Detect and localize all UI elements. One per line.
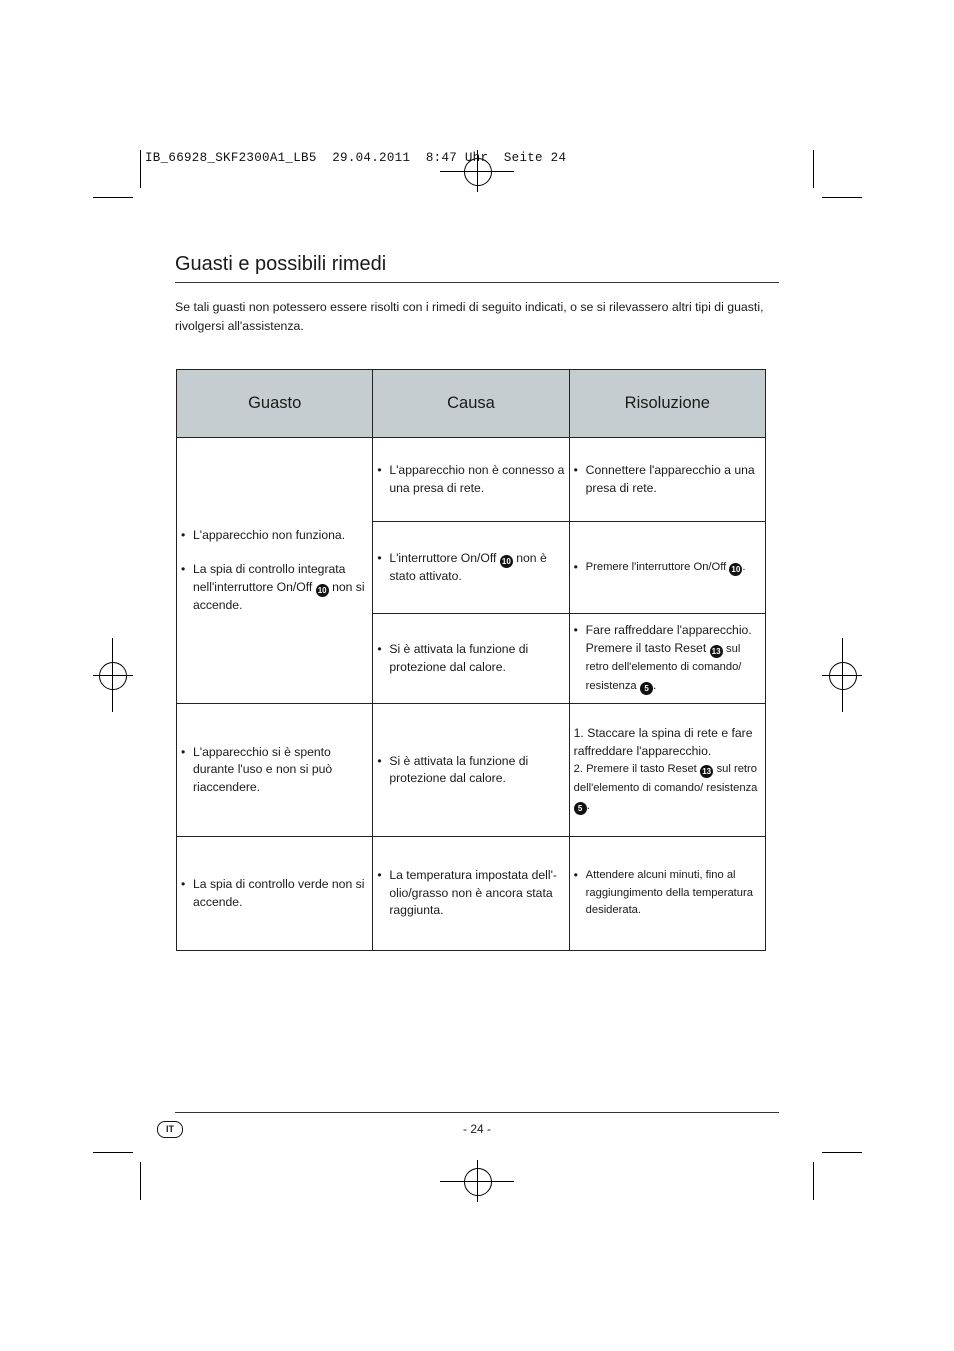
- list-item: • Connettere l'apparecchio a una presa di rete.: [573, 463, 755, 495]
- causa-cell: [373, 704, 569, 837]
- list-item: 1. Staccare la spina di rete e fare raffreddare l'apparecchio.: [573, 726, 753, 758]
- causa-cell: [373, 522, 569, 614]
- table-header-row: [177, 370, 766, 438]
- list-item: 2. Premere il tasto Reset 13 sul retro dell'elemento di comando/ resistenza 5 .: [573, 763, 758, 813]
- table-row: [177, 438, 766, 522]
- risoluzione-cell: [569, 837, 765, 951]
- table-row: [177, 704, 766, 837]
- risoluzione-cell: [569, 438, 765, 522]
- guasto-cell-3: [177, 837, 373, 951]
- header-guasto: Guasto: [177, 370, 373, 438]
- print-info-line: IB_66928_SKF2300A1_LB5 29.04.2011 8:47 Uhr Seite 24: [145, 151, 567, 165]
- list-item: • Fare raffreddare l'apparecchio. Premere il tasto Reset 13 sul retro dell'elemento di comando/ resistenza 5 .: [573, 623, 752, 693]
- onoff-switch-number-icon: 10: [316, 584, 329, 597]
- causa-cell: [373, 837, 569, 951]
- causa-cell: [373, 614, 569, 704]
- footer-divider: [175, 1112, 779, 1113]
- intro-paragraph: Se tali guasti non potessero essere risolti con i rimedi di seguito indicati, o se si rilevassero altri tipi di guasti, rivolgersi all'assistenza.: [175, 300, 764, 333]
- list-item: • L'apparecchio non funziona.: [181, 527, 346, 542]
- list-item: • La temperatura impostata dell'-olio/grasso non è ancora stata raggiunta.: [377, 868, 557, 918]
- risoluzione-cell: [569, 704, 765, 837]
- list-item: • La spia di controllo integrata nell'interruttore On/Off 10 non si accende.: [181, 562, 365, 612]
- list-item: • Si è attivata la funzione di protezione dal calore.: [377, 642, 529, 674]
- troubleshooting-table: [176, 369, 766, 951]
- page-number: - 24 -: [462, 1122, 491, 1136]
- page-title: Guasti e possibili rimedi: [175, 253, 387, 275]
- onoff-switch-number-icon: 10: [500, 555, 513, 568]
- language-badge: IT: [157, 1121, 183, 1138]
- header-risoluzione: Risoluzione: [569, 370, 765, 438]
- risoluzione-cell: [569, 522, 765, 614]
- header-causa: Causa: [373, 370, 569, 438]
- list-item: • Si è attivata la funzione di protezione dal calore.: [377, 753, 529, 785]
- risoluzione-cell: [569, 614, 765, 704]
- table-row: [177, 837, 766, 951]
- guasto-cell-1: [177, 438, 373, 704]
- onoff-switch-number-icon: 10: [729, 563, 742, 576]
- list-item: • L'apparecchio si è spento durante l'uso e non si può riaccendere.: [181, 744, 333, 794]
- heating-element-number-icon: 5: [640, 682, 653, 695]
- heating-element-number-icon: 5: [574, 802, 587, 815]
- guasto-cell-2: [177, 704, 373, 837]
- reset-button-number-icon: 13: [700, 765, 713, 778]
- list-item: • Premere l'interruttore On/Off 10 .: [573, 559, 746, 574]
- list-item: • Attendere alcuni minuti, fino al raggiungimento della temperatura desiderata.: [573, 868, 753, 917]
- causa-cell: [373, 438, 569, 522]
- list-item: • L'apparecchio non è connesso a una presa di rete.: [377, 463, 565, 495]
- list-item: • L'interruttore On/Off 10 non è stato attivato.: [377, 550, 547, 583]
- list-item: • La spia di controllo verde non si accende.: [181, 877, 365, 909]
- title-divider: [175, 282, 779, 283]
- reset-button-number-icon: 13: [710, 645, 723, 658]
